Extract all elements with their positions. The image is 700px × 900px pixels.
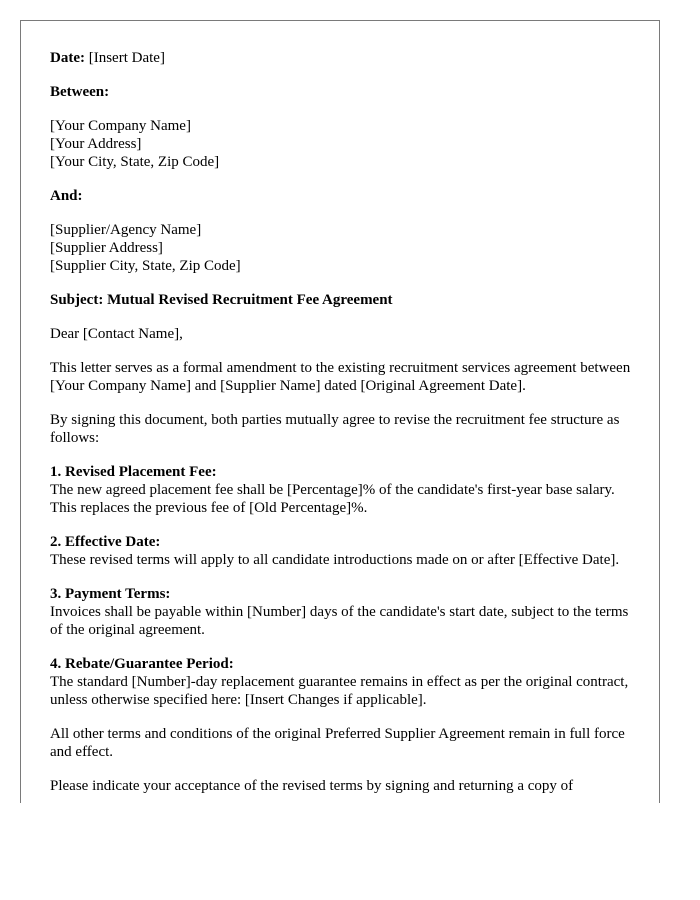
section-heading: 2. Effective Date: [50, 534, 161, 550]
section-heading: 3. Payment Terms: [50, 586, 171, 602]
section-body: Invoices shall be payable within [Number] days of the candidate's start date, subject to the terms of the original agreement. [50, 604, 629, 638]
date-value: [Insert Date] [88, 50, 165, 66]
company-block [50, 117, 640, 171]
section-body: The new agreed placement fee shall be [Percentage]% of the candidate's first-year base salary. This replaces the previous fee of [Old Percentage]%. [50, 482, 615, 516]
section-placement-fee [50, 463, 640, 517]
salutation: Dear [Contact Name], [50, 326, 183, 342]
date-line [50, 49, 640, 67]
section-heading: 4. Rebate/Guarantee Period: [50, 656, 234, 672]
section-effective-date [50, 533, 640, 569]
section-body: The standard [Number]-day replacement guarantee remains in effect as per the original contract, unless otherwise specified here: [Insert Changes if applicable]. [50, 674, 629, 708]
truncated-paragraph: Please indicate your acceptance of the revised terms by signing and returning a copy of [50, 778, 574, 794]
supplier-name: [Supplier/Agency Name] [50, 222, 202, 238]
company-city: [Your City, State, Zip Code] [50, 154, 220, 170]
letter-content [50, 49, 640, 803]
intro-paragraph: This letter serves as a formal amendment to the existing recruitment services agreement between [Your Company Name] and [Supplier Name] dated [Original Agreement Date]. [50, 360, 631, 394]
section-payment-terms [50, 585, 640, 639]
company-address: [Your Address] [50, 136, 142, 152]
supplier-block [50, 221, 640, 275]
closing-paragraph: All other terms and conditions of the original Preferred Supplier Agreement remain in full force and effect. [50, 726, 625, 760]
supplier-address: [Supplier Address] [50, 240, 163, 256]
supplier-city: [Supplier City, State, Zip Code] [50, 258, 241, 274]
company-name: [Your Company Name] [50, 118, 191, 134]
between-label: Between: [50, 84, 110, 100]
and-label: And: [50, 188, 83, 204]
section-heading: 1. Revised Placement Fee: [50, 464, 217, 480]
section-body: These revised terms will apply to all candidate introductions made on or after [Effective Date]. [50, 552, 620, 568]
subject-line: Subject: Mutual Revised Recruitment Fee Agreement [50, 292, 393, 308]
date-label: Date: [50, 50, 85, 66]
section-guarantee-period [50, 655, 640, 709]
letter-page [20, 20, 660, 803]
agree-paragraph: By signing this document, both parties mutually agree to revise the recruitment fee structure as follows: [50, 412, 620, 446]
